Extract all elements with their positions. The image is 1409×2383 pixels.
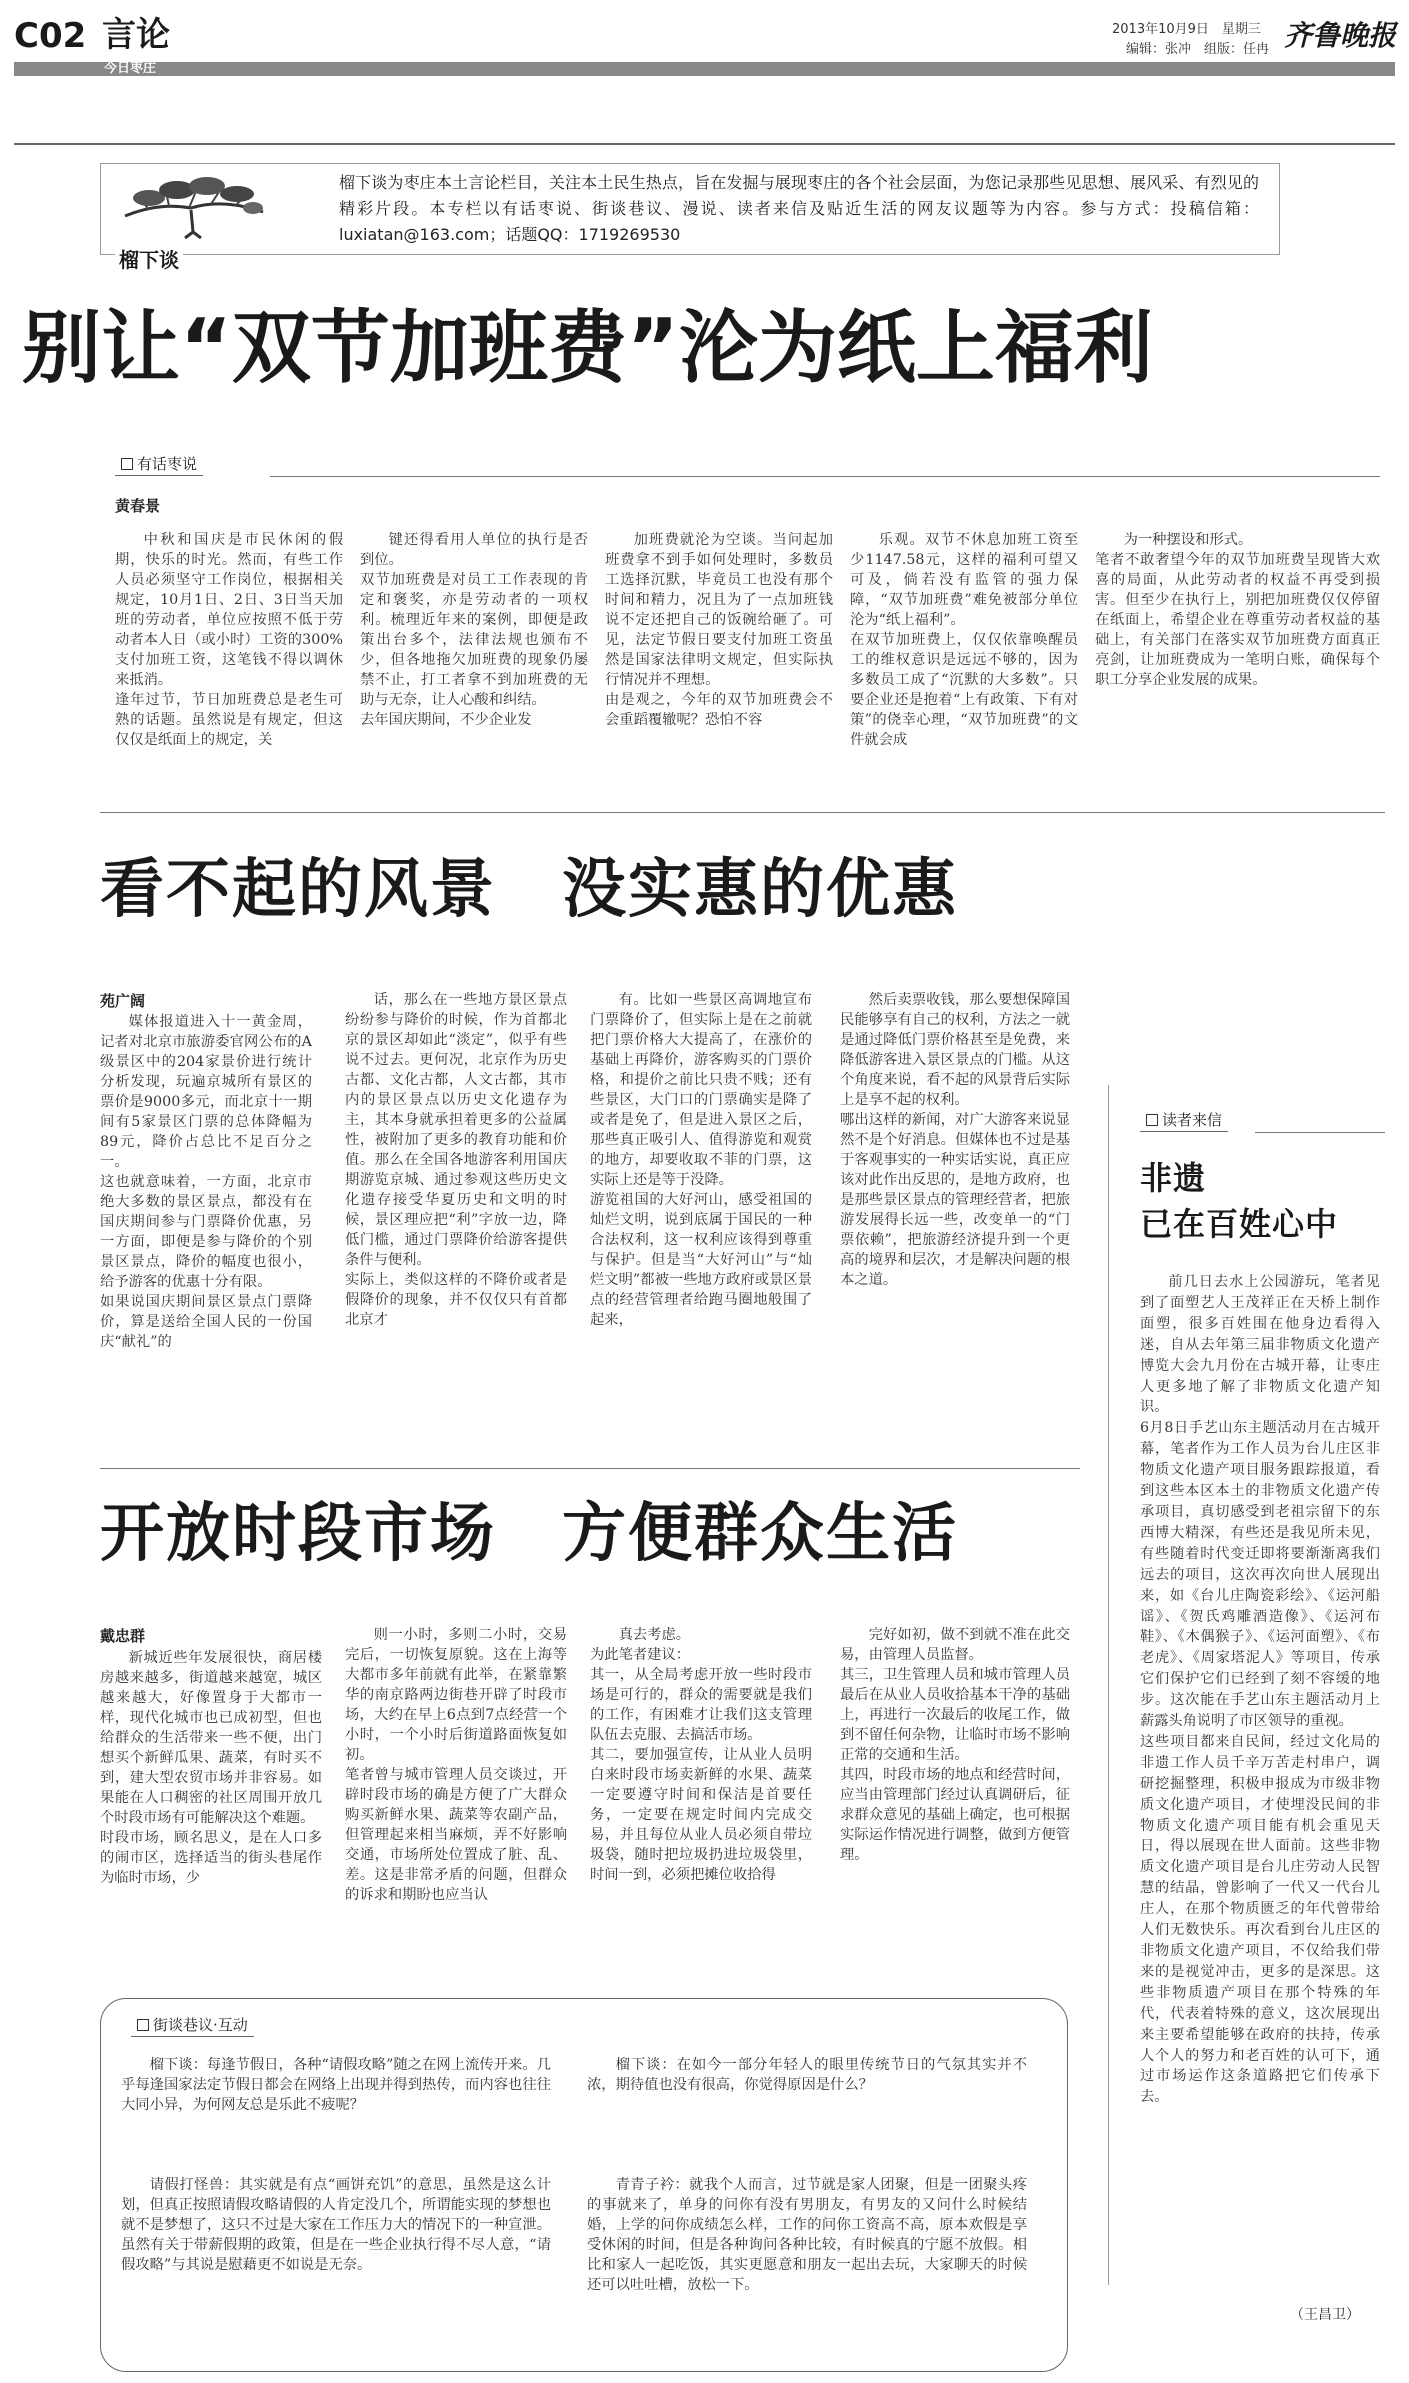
letter-headline-line1: 非遗 — [1140, 1159, 1207, 1197]
article1-col3-text: 加班费就沦为空谈。当问起加班费拿不到手如何处理时，多数员工选择沉默，毕竟员工也没有那个时间和精力，况且为了一点加班钱说不定还把自己的饭碗给砸了。可见，法定节假日要支付加班工资虽然是国家法律明文规定，但实际执行情况并不理想。 由是观之，今年的双节加班费会不会重蹈覆辙呢？恐怕不容 — [605, 532, 833, 728]
letter-column-name: 读者来信 — [1162, 1111, 1223, 1129]
letter-tag-rule — [1255, 1132, 1385, 1133]
article1-col3 — [605, 530, 833, 730]
article2-bottom-rule — [100, 1468, 1080, 1469]
letter-body — [1140, 1272, 1380, 2108]
article1-column-name: 有话枣说 — [137, 455, 198, 473]
jietan-q1-text: 榴下谈：每逢节假日，各种“请假攻略”随之在网上流传开来。几乎每逢国家法定节假日都会在网络上出现并得到热传，而内容也往往大同小异，为何网友总是乐此不疲呢？ — [121, 2057, 551, 2113]
top-divider — [14, 143, 1395, 145]
jietan-box — [100, 1998, 1068, 2372]
article3-col1-text: 新城近些年发展很快，商居楼房越来越多，街道越来越宽，城区越来越大，好像置身于大都市一样，现代化城市也已成初型，但也给群众的生活带来一些不便，出门想买个新鲜瓜果、蔬菜，有时买不到，建大型农贸市场并非容易。如果能在人口稠密的社区周围开放几个时段市场有可能解决这个难题。 时段市场，顾名思义，是在人口多的闹市区，选择适当的街头巷尾作为临时市场，少 — [100, 1650, 322, 1886]
article2-headline: 看不起的风景 没实惠的优惠 — [100, 853, 958, 927]
article1-tag-rule — [270, 476, 1380, 477]
issue-date: 2013年10月9日 星期三 — [1112, 22, 1261, 37]
jietan-column-name: 街谈巷议·互动 — [153, 2016, 248, 2034]
letter-signature: （王昌卫） — [1290, 2307, 1360, 2323]
section-title: 言论 — [102, 15, 170, 55]
letter-body-text: 前几日去水上公园游玩，笔者见到了面塑艺人王茂祥正在天桥上制作面塑，很多百姓围在他身边看得入迷，自从去年第三届非物质文化遗产博览大会九月份在古城开幕，让枣庄人更多地了解了非物质文化遗产知识。 6月8日手艺山东主题活动月在古城开幕，笔者作为工作人员为台儿庄区非物质文化遗产项目服务跟踪报道，看到这些本区本土的非物质文化遗产传承项目，真切感受到老祖宗留下的东西博大精深，有些还是我见所未见，有些随着时代变迁即将要渐渐离我们远去的项目，这次再次向世人展现出来，如《台儿庄陶瓷彩绘》、《运河船谣》、《贺氏鸡雕酒造像》、《运河布鞋》、《木偶猴子》、《运河面塑》、《布老虎》、《周家塔泥人》等项目，传承它们保护它们已经到了刻不容缓的地步。这次能在手艺山东主题活动月上薪露头角说明了市区领导的重视。 这些项目都来自民间，经过文化局的非遗工作人员千辛万苦走村串户，调研挖掘整理，积极申报成为市级非物质文化遗产项目，才使埋没民间的非物质文化遗产项目能有机会重见天日，得以展现在世人面前。这些非物质文化遗产项目是台儿庄劳动人民智慧的结晶，曾影响了一代又一代台儿庄人，在那个物质匮乏的年代曾带给人们无数快乐。再次看到台儿庄区的非物质文化遗产项目，不仅给我们带来的是视觉冲击，更多的是深思。这些非物质遗产项目在那个特殊的年代，代表着特殊的意义，这次展现出来主要希望能够在政府的扶持，传承人个人的努力和老百姓的认可下，通过市场运作这条道路把它们传承下去。 — [1140, 1274, 1380, 2106]
jietan-q2-text: 榴下谈：在如今一部分年轻人的眼里传统节日的气氛其实并不浓，期待值也没有很高，你觉得原因是什么？ — [587, 2057, 1027, 2093]
article1-col5 — [1095, 530, 1380, 690]
column-box-icon — [1146, 1114, 1158, 1126]
jietan-a2 — [587, 2175, 1027, 2295]
jietan-q1 — [121, 2055, 551, 2115]
article1-col5-text: 为一种摆设和形式。 笔者不敢奢望今年的双节加班费呈现皆大欢喜的局面，从此劳动者的权益不再受到损害。但至少在执行上，别把加班费仅仅停留在纸面上，希望企业在尊重劳动者权益的基础上，有关部门在落实双节加班费方面真正亮剑，让加班费成为一笔明白账，确保每个职工分享企业发展的成果。 — [1095, 532, 1380, 688]
intro-column-name: 榴下谈 — [115, 244, 183, 273]
subsection-label: 今日枣庄 — [104, 61, 157, 76]
article3-col1 — [100, 1648, 322, 1888]
editor-credits: 编辑：张冲 组版：任冉 — [1126, 42, 1270, 57]
article1-col2-text: 键还得看用人单位的执行是否到位。 双节加班费是对员工工作表现的肯定和褒奖，亦是劳动者的一项权利。梳理近年来的案例，即便是政策出台多个，法律法规也颁布不少，但各地拖欠加班费的现象仍屡禁不止，打工者拿不到加班费的无助与无奈，让人心酸和纠结。 去年国庆期间，不少企业发 — [360, 532, 588, 728]
article1-author: 黄春景 — [115, 497, 161, 515]
article3-col3-text: 真去考虑。 为此笔者建议： 其一，从全局考虑开放一些时段市场是可行的，群众的需要就是我们的工作，有困难才让我们这支管理队伍去克服、去搞活市场。 其二，要加强宣传，让从业人员明白来时段市场卖新鲜的水果、蔬菜一定要遵守时间和保洁是首要任务，一定要在规定时间内完成交易，并且每位从业人员必须自带垃圾袋，随时把垃圾扔进垃圾袋里，时间一到，必须把摊位收拾得 — [590, 1627, 812, 1883]
article3-headline: 开放时段市场 方便群众生活 — [100, 1497, 958, 1571]
article2-col1-text: 媒体报道进入十一黄金周，记者对北京市旅游委官网公布的A级景区中的204家景价进行统计分析发现，玩遍京城所有景区的票价是9000多元，而北京十一期间有5家景区门票的总体降幅为89元，降价占总比不足百分之一。 这也就意味着，一方面，北京市绝大多数的景区景点，都没有在国庆期间参与门票降价优惠，另一方面，即便是参与降价的个别景区景点，降价的幅度也很小，给予游客的优惠十分有限。 如果说国庆期间景区景点门票降价，算是送给全国人民的一份国庆“献礼”的 — [100, 1014, 312, 1350]
jietan-a2-text: 青青子衿：就我个人而言，过节就是家人团聚，但是一团聚头疼的事就来了，单身的问你有没有男朋友，有男友的又问什么时候结婚，上学的问你成绩怎么样，工作的问你工资高不高，原本欢假是享受休闲的时间，但是各种询问各种比较，有时候真的宁愿不放假。相比和家人一起吃饭，其实更愿意和朋友一起出去玩，大家聊天的时候还可以吐吐槽，放松一下。 — [587, 2177, 1027, 2293]
jietan-q2 — [587, 2055, 1027, 2095]
pine-tree-icon — [119, 172, 269, 244]
article3-col4-text: 完好如初，做不到就不准在此交易，由管理人员监督。 其三，卫生管理人员和城市管理人员最后在从业人员收拾基本干净的基础上，再进行一次最后的收尾工作，做到不留任何杂物，让临时市场不影响正常的交通和生活。 其四，时段市场的地点和经营时间，应当由管理部门经过认真调研后，征求群众意见的基础上确定，也可根据实际运作情况进行调整，做到方便管理。 — [840, 1627, 1070, 1863]
article2-col1 — [100, 1012, 312, 1352]
page-number: C02 — [14, 16, 87, 56]
masthead-bar — [14, 62, 1395, 76]
letter-left-rule — [1108, 1085, 1109, 2285]
jietan-a1 — [121, 2175, 551, 2275]
letter-column-tag — [1140, 1108, 1228, 1132]
article2-col2-text: 话，那么在一些地方景区景点纷纷参与降价的时候，作为首都北京的景区却如此“淡定”，似乎有些说不过去。更何况，北京作为历史古都、文化古都，人文古都，其市内的景区景点以历史文化遗存为主，其本身就承担着更多的公益属性，被附加了更多的教育功能和价值。那么在全国各地游客利用国庆期游览京城、通过参观这些历史文化遗存接受华夏历史和文明的时候，景区理应把“利”字放一边，降低门槛，通过门票降价给游客提供条件与便利。 实际上，类似这样的不降价或者是假降价的现象，并不仅仅只有首都北京才 — [345, 992, 567, 1328]
article2-col2 — [345, 990, 567, 1330]
article1-headline: 别让“双节加班费”沦为纸上福利 — [22, 302, 1153, 394]
article3-author: 戴忠群 — [100, 1627, 146, 1645]
article3-col2-text: 则一小时，多则二小时，交易完后，一切恢复原貌。这在上海等大都市多年前就有此举，在紧靠繁华的南京路两边街巷开辟了时段市场，大约在早上6点到7点经营一个小时，一个小时后街道路面恢复如初。 笔者曾与城市管理人员交谈过，开辟时段市场的确是方便了广大群众购买新鲜水果、蔬菜等农副产品，但管理起来相当麻烦，弄不好影响交通，市场所处位置成了脏、乱、差。这是非常矛盾的问题，但群众的诉求和期盼也应当认 — [345, 1627, 567, 1903]
jietan-a1-text: 请假打怪兽：其实就是有点“画饼充饥”的意思，虽然是这么计划，但真正按照请假攻略请假的人肯定没几个，所谓能实现的梦想也就不是梦想了，这只不过是大家在工作压力大的情况下的一种宣泄。虽然有关于带薪假期的政策，但是在一些企业执行得不尽人意，“请假攻略”与其说是慰藉更不如说是无奈。 — [121, 2177, 551, 2273]
article2-col3-text: 有。比如一些景区高调地宣布门票降价了，但实际上是在之前就把门票价格大大提高了，在涨价的基础上再降价，游客购买的门票价格，和提价之前比只贵不贱；还有些景区，大门口的门票确实是降了或者是免了，但是进入景区之后，那些真正吸引人、值得游览和观赏的地方，却要收取不菲的门票，这实际上还是等于没降。 游览祖国的大好河山，感受祖国的灿烂文明，说到底属于国民的一种合法权利，这一权利应该得到尊重与保护。但是当“大好河山”与“灿烂文明”都被一些地方政府或景区景点的经营管理者给跑马圈地般围了起来， — [590, 992, 812, 1328]
article2-col4-text: 然后卖票收钱，那么要想保障国民能够享有自己的权利，方法之一就是通过降低门票价格甚至是免费，来降低游客进入景区景点的门槛。从这个角度来说，看不起的风景背后实际上是享不起的权利。 哪出这样的新闻，对广大游客来说显然不是个好消息。但媒体也不过是基于客观事实的一种实话实说，真正应该对此作出反思的，是地方政府，也是那些景区景点的管理经营者，把旅游发展得长远一些，改变单一的“门票依赖”，把旅游经济提升到一个更高的境界和层次，才是解决问题的根本之道。 — [840, 992, 1070, 1288]
article3-col3 — [590, 1625, 812, 1885]
article2-col4 — [840, 990, 1070, 1290]
article2-col3 — [590, 990, 812, 1330]
article1-col1 — [115, 530, 343, 750]
column-box-icon — [137, 2019, 149, 2031]
intro-box — [100, 163, 1280, 272]
letter-headline-line2: 已在百姓心中 — [1140, 1205, 1339, 1243]
jietan-column-tag — [131, 2013, 254, 2037]
column-box-icon — [121, 458, 133, 470]
masthead — [14, 10, 1395, 82]
article1-col4-text: 乐观。双节不休息加班工资至少1147.58元，这样的福利可望又可及，倘若没有监管的强力保障，“双节加班费”难免被部分单位沦为“纸上福利”。 在双节加班费上，仅仅依靠唤醒员工的维权意识是远远不够的，因为多数员工成了“沉默的大多数”。只要企业还是抱着“上有政策、下有对策”的侥幸心理，“双节加班费”的文件就会成 — [850, 532, 1078, 748]
article3-col2 — [345, 1625, 567, 1905]
article3-col4 — [840, 1625, 1070, 1865]
article1-col4 — [850, 530, 1078, 750]
article1-col1-text: 中秋和国庆是市民休闲的假期，快乐的时光。然而，有些工作人员必须坚守工作岗位，根据相关规定，10月1日、2日、3日当天加班的劳动者，单位应按照不低于劳动者本人日（或小时）工资的300%支付加班工资，这笔钱不得以调休来抵消。 逢年过节，节日加班费总是老生可熟的话题。虽然说是有规定，但这仅仅是纸面上的规定，关 — [115, 532, 343, 748]
newspaper-logo: 齐鲁晚报 — [1284, 19, 1397, 52]
article2-author: 苑广阔 — [100, 992, 146, 1010]
article1-bottom-rule — [100, 812, 1385, 813]
intro-text: 榴下谈为枣庄本土言论栏目，关注本土民生热点，旨在发掘与展现枣庄的各个社会层面，为您记录那些见思想、展风采、有烈见的精彩片段。本专栏以有话枣说、街谈巷议、漫说、读者来信及贴近生活的网友议题等为内容。参与方式：投稿信箱：luxiatan@163.com；话题QQ：1719269530 — [339, 173, 1259, 244]
article1-column-tag — [115, 452, 203, 476]
article1-col2 — [360, 530, 588, 730]
